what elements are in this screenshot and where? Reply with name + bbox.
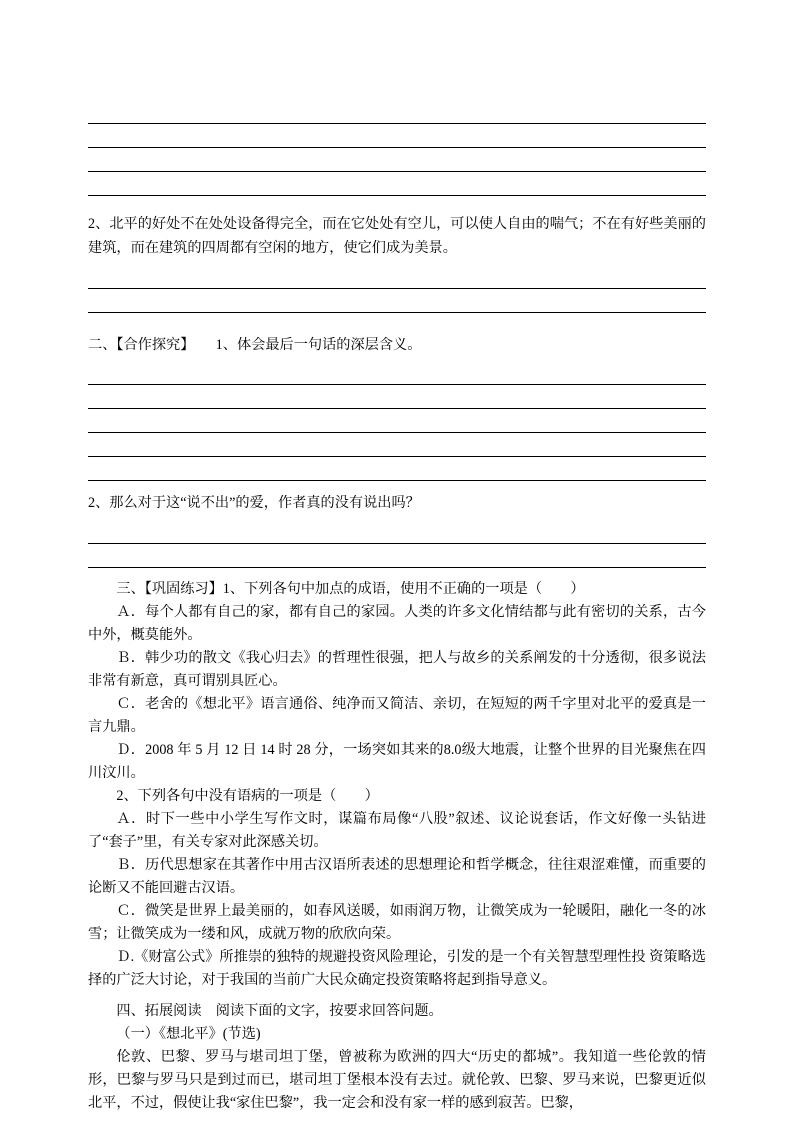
- answer-line: [88, 289, 706, 313]
- choice-2-c: Ｃ．微笑是世界上最美丽的，如春风送暖，如雨润万物，让微笑成为一轮暖阳，融化一冬的冰雪；让微笑成为一缕和风，成就万物的欣欣向荣。: [88, 902, 706, 942]
- answer-line: [88, 520, 706, 544]
- answer-line: [88, 124, 706, 148]
- reading-passage-body: 伦敦、巴黎、罗马与堪司坦丁堡，曾被称为欧洲的四大“历史的都城”。我知道一些伦敦的情形，巴黎与罗马只是到过而已，堪司坦丁堡根本没有去过。就伦敦、巴黎、罗马来说，巴黎更近似北平，不过，假使让我“家住巴黎”，我一定会和没有家一样的感到寂苦。巴黎，: [88, 1048, 706, 1111]
- answer-line: [88, 433, 706, 457]
- section-two-heading: 二、【合作探究】 1、体会最后一句话的深层含义。: [88, 336, 422, 353]
- answer-line: [88, 148, 706, 172]
- choice-2-b: Ｂ．历代思想家在其著作中用古汉语所表述的思想理论和哲学概念，往往艰涩难懂，而重要的论断又不能回避古汉语。: [88, 856, 706, 896]
- answer-lines-after-q2: [88, 265, 706, 313]
- document-body: [88, 100, 706, 1115]
- question-1-2-text: 2、北平的好处不在处处设备得完全，而在它处处有空儿，可以使人自由的喘气；不在有好些美丽的建筑，而在建筑的四周都有空闲的地方，使它们成为美景。: [88, 216, 706, 257]
- choice-2-a: Ａ．时下一些中小学生写作文时，谋篇布局像“八股”叙述、议论说套话，作文好像一头钻进了“套子”里，有关专家对此深感关切。: [88, 810, 706, 850]
- choice-1-d: Ｄ．2008 年 5 月 12 日 14 时 28 分，一场突如其来的8.0级大地震，让整个世界的目光聚焦在四川汶川。: [88, 741, 706, 781]
- answer-lines-section-two: [88, 361, 706, 481]
- choice-1-b: Ｂ．韩少功的散文《我心归去》的哲理性很强，把人与故乡的关系阐发的十分透彻，很多说法非常有新意，真可谓别具匠心。: [88, 649, 706, 689]
- question-2-stem: 2、下列各句中没有语病的一项是（ ）: [116, 787, 379, 804]
- answer-lines-top: [88, 100, 706, 196]
- answer-line: [88, 544, 706, 568]
- choice-1-c: Ｃ．老舍的《想北平》语言通俗、纯净而又简洁、亲切，在短短的两千字里对北平的爱真是一言九鼎。: [88, 695, 706, 735]
- section-two-question-2: 2、那么对于这“说不出”的爱，作者真的没有说出吗？: [88, 495, 420, 512]
- answer-line: [88, 385, 706, 409]
- answer-lines-section-two-q2: [88, 520, 706, 568]
- answer-line: [88, 100, 706, 124]
- choice-2-d: Ｄ.《财富公式》所推崇的独特的规避投资风险理论，引发的是一个有关智慧型理性投 资策略选择的广泛大讨论，对于我国的当前广大民众确定投资策略将起到指导意义。: [88, 948, 706, 988]
- section-three-heading: 三、【巩固练习】1、下列各句中加点的成语，使用不正确的一项是（ ）: [116, 580, 585, 597]
- answer-line: [88, 265, 706, 289]
- answer-line: [88, 361, 706, 385]
- choice-1-a: Ａ．每个人都有自己的家，都有自己的家园。人类的许多文化情结都与此有密切的关系，古今中外，概莫能外。: [88, 603, 706, 643]
- section-four-heading: 四、拓展阅读 阅读下面的文字，按要求回答问题。: [116, 1002, 443, 1019]
- answer-line: [88, 409, 706, 433]
- reading-passage-title: （一）《想北平》(节选): [116, 1025, 261, 1042]
- answer-line: [88, 172, 706, 196]
- answer-line: [88, 457, 706, 481]
